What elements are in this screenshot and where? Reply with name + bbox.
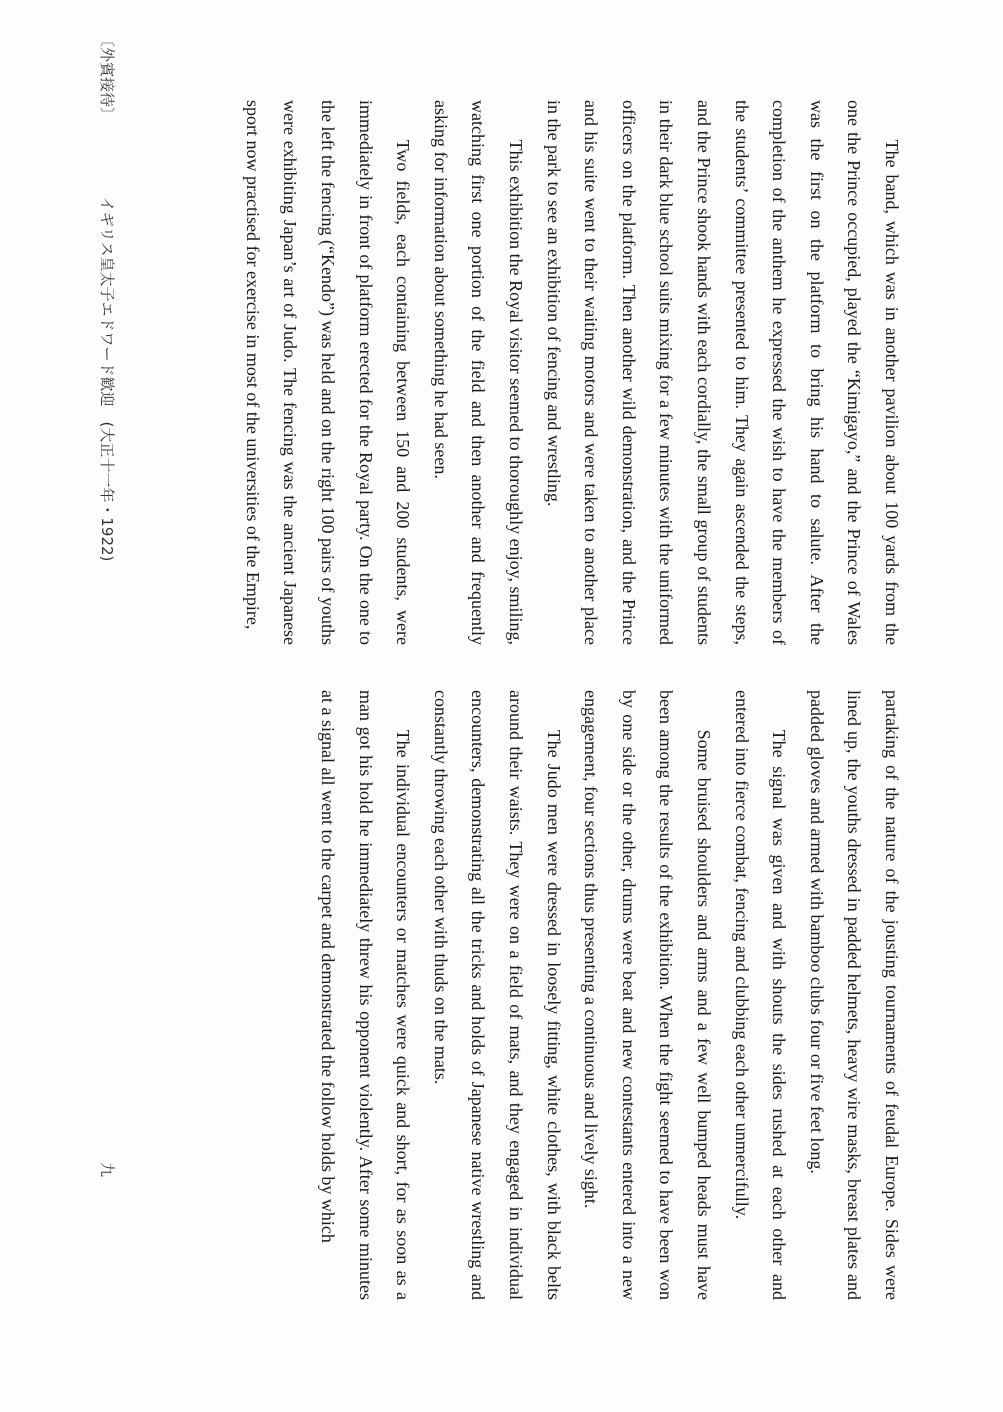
running-header (97, 32, 118, 672)
paragraph: This exhibition the Royal visitor seemed to thoroughly enjoy, smiling, watching first one portion of the field and then another and frequently asking for information about something he had seen. (430, 100, 527, 645)
paragraph: partaking of the nature of the jousting tournaments of feudal Europe. Sides were lined up, the youths dressed in padded helmets, heavy wire masks, breast plates and padded gloves and armed with bamboo clubs four or five feet long. (806, 690, 902, 1300)
text-column-first (90, 100, 910, 645)
paragraph: The individual encounters or matches were quick and short, for as soon as a man got his hold he immediately threw his opponent violently. After some minutes at a signal all went to the carpet and demonstrated the follow holds by which (318, 690, 414, 1300)
paragraph: Two fields, each containing between 150 and 200 students, were immediately in front of platform erected for the Royal party. On the one to the left the fencing (“Kendo”) was held and on the right 100 pairs of youths were exhibiting Japan’s art of Judo. The fencing was the ancient Japanese sport now practised for exercise in most of the universities of the Empire, (242, 100, 414, 645)
paragraph: The signal was given and with shouts the sides rushed at each other and entered into fierce combat, fencing and clubbing each other unmercifully. (731, 690, 790, 1300)
header-title: イギリス皇太子エドワード歓迎 (大正十一年・1922) (98, 196, 116, 562)
paragraph: The band, which was in another pavilion about 100 yards from the one the Prince occupied, played the “Kimigayo,” and the Prince of Wales was the first on the platform to bring his hand to salute. After the completion of the anthem he expressed the wish to have the members of the students’ committee presented to him. They again ascended the steps, and the Prince shook hands with each cordially, the small group of students in their dark blue school suits mixing for a few minutes with the uniformed officers on the platform. Then another wild demonstration, and the Prince and his suite went to their waiting motors and were taken to another place in the park to see an exhibition of fencing and wrestling. (543, 100, 902, 645)
page-number: 九 (98, 1162, 116, 1178)
header-category: 〔外賓接待〕 (98, 32, 116, 123)
paragraph: The Judo men were dressed in loosely fitting, white clothes, with black belts around their waists. They were on a field of mats, and they engaged in individual encounters, demonstrating all the tricks and holds of Japanese native wrestling and constantly throwing each other with thuds on the mats. (430, 690, 564, 1300)
paragraph: Some bruised shoulders and arms and a few well bumped heads must have been among the results of the exhibition. When the fight seemed to have been won by one side or the other, drums were beat and new contestants entered into a new engagement, four sections thus presenting a continuous and lively sight. (581, 690, 715, 1300)
text-column-second (90, 690, 910, 1300)
